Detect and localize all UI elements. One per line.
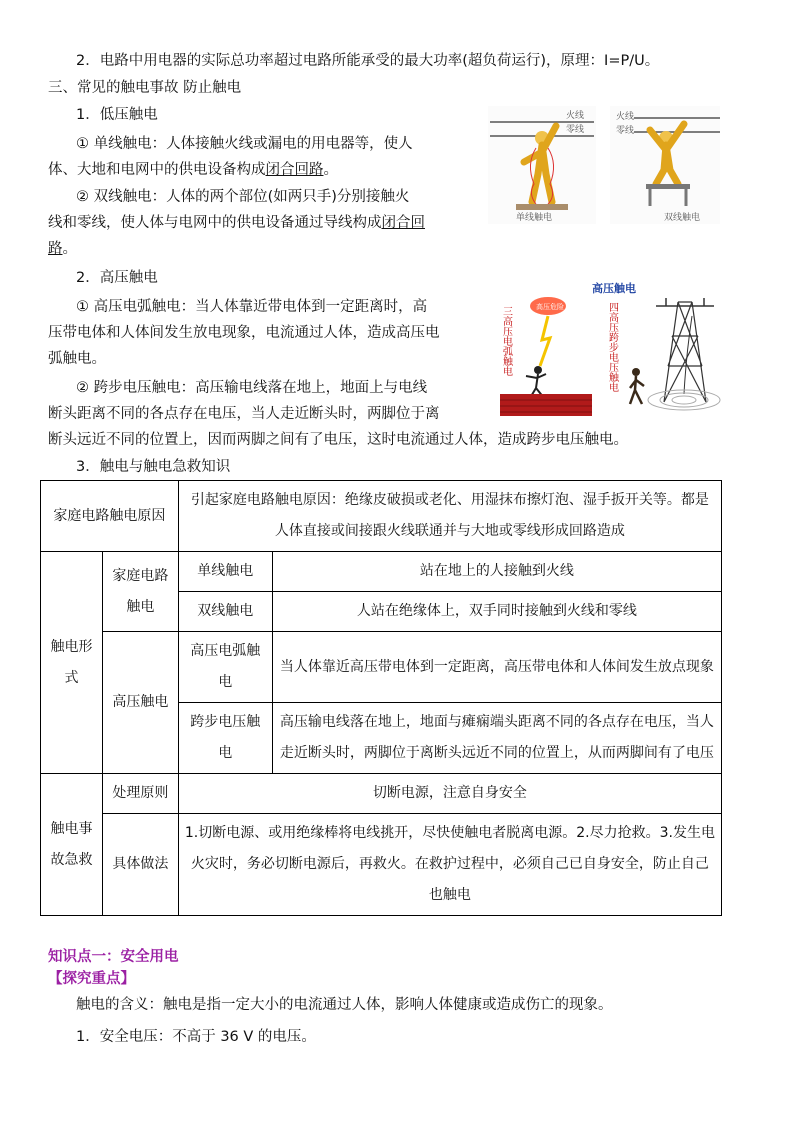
step-cell: 跨步电压触电	[178, 703, 272, 774]
knowledge-heading: 知识点一：安全用电	[48, 949, 179, 965]
low-voltage-title: 1．低压触电	[76, 107, 158, 123]
svg-text:火线: 火线	[616, 112, 635, 122]
double-line-desc-cell: 人站在绝缘体上，双手同时接触到火线和零线	[272, 592, 721, 632]
low-item2-line1: ② 双线触电：人体的两个部位(如两只手)分别接触火	[76, 189, 410, 205]
high-item2-line1: ② 跨步电压触电：高压输电线落在地上，地面上与电线	[76, 380, 428, 396]
step-desc-cell: 高压输电线落在地上，地面与瘫痫端头距离不同的各点存在电压，当人走近断头时，两脚位于离断头远近不同的位置上，从而两脚间有了电压	[272, 703, 721, 774]
principle-desc-cell: 切断电源，注意自身安全	[178, 774, 721, 814]
section-title: 三、常见的触电事故 防止触电	[48, 80, 242, 96]
single-line-shock-panel	[488, 106, 596, 224]
high-item1-line3: 弧触电。	[48, 351, 106, 367]
step-vertical-label: 四高压跨步电压触电	[606, 302, 618, 392]
svg-text:火线: 火线	[566, 111, 585, 121]
low-item1-line2: 体、大地和电网中的供电设备构成闭合回路。	[48, 162, 338, 178]
shock-definition: 触电的含义：触电是指一定大小的电流通过人体，影响人体健康或造成伤亡的现象。	[76, 997, 613, 1013]
low-item2-line3: 路。	[48, 241, 77, 257]
high-voltage-figure	[496, 276, 728, 420]
cause-header-cell: 家庭电路触电原因	[41, 481, 179, 552]
table-row	[41, 774, 722, 814]
low-item2-line2: 线和零线，使人体与电网中的供电设备通过导线构成闭合回	[48, 215, 425, 231]
cause-text-cell: 引起家庭电路触电原因：绝缘皮破损或老化、用湿抹布擦灯泡、湿手扳开关等。都是人体直接或间接跟火线联通并与大地或零线形成回路造成	[178, 481, 721, 552]
svg-text:高压危险: 高压危险	[536, 303, 564, 311]
svg-text:零线: 零线	[566, 125, 585, 135]
high-voltage-figure-title: 高压触电	[592, 282, 636, 295]
high-item2-line2: 断头距离不同的各点存在电压，当人走近断头时，两脚位于离	[48, 406, 440, 422]
shock-knowledge-table	[40, 480, 722, 916]
arc-vertical-label: 三高压电弧触电	[500, 306, 512, 376]
single-line-desc-cell: 站在地上的人接触到火线	[272, 552, 721, 592]
high-item1-line2: 压带电体和人体间发生放电现象，电流通过人体，造成高压电	[48, 325, 440, 341]
low-voltage-figure	[486, 104, 722, 226]
intro-line-2: 2．电路中用电器的实际总功率超过电路所能承受的最大功率(超负荷运行)，原理：I=P/U。	[76, 53, 660, 69]
forms-header-cell: 触电形式	[41, 552, 103, 774]
high-item2-line3: 断头远近不同的位置上，因而两脚之间有了电压，这时电流通过人体，造成跨步电压触电。	[48, 432, 628, 448]
low-item1-line1: ① 单线触电：人体接触火线或漏电的用电器等，使人	[76, 136, 413, 152]
high-voltage-cell: 高压触电	[102, 632, 178, 774]
high-voltage-title: 2．高压触电	[76, 270, 158, 286]
double-line-cell: 双线触电	[178, 592, 272, 632]
explore-heading: 【探究重点】	[48, 971, 135, 987]
svg-text:双线触电: 双线触电	[664, 213, 701, 223]
table-row	[41, 632, 722, 703]
rescue-header-cell: 触电事故急救	[41, 774, 103, 916]
household-cell: 家庭电路触电	[102, 552, 178, 632]
table-row	[41, 481, 722, 552]
table-row	[41, 814, 722, 916]
method-cell: 具体做法	[102, 814, 178, 916]
high-item1-line1: ① 高压电弧触电：当人体靠近带电体到一定距离时，高	[76, 299, 428, 315]
double-line-shock-panel	[610, 106, 720, 224]
method-desc-cell: 1.切断电源、或用绝缘棒将电线挑开，尽快使触电者脱离电源。2.尽力抢救。3.发生电火灾时，务必切断电源后，再救火。在救护过程中，必须自己已自身安全，防止自己也触电	[178, 814, 721, 916]
principle-cell: 处理原则	[102, 774, 178, 814]
svg-text:零线: 零线	[616, 126, 635, 136]
single-line-cell: 单线触电	[178, 552, 272, 592]
safe-voltage: 1．安全电压：不高于 36 V 的电压。	[76, 1029, 316, 1045]
arc-desc-cell: 当人体靠近高压带电体到一定距离，高压带电体和人体间发生放点现象	[272, 632, 721, 703]
first-aid-title: 3．触电与触电急救知识	[76, 459, 231, 475]
table-row	[41, 552, 722, 592]
arc-cell: 高压电弧触电	[178, 632, 272, 703]
svg-text:单线触电: 单线触电	[516, 213, 553, 223]
